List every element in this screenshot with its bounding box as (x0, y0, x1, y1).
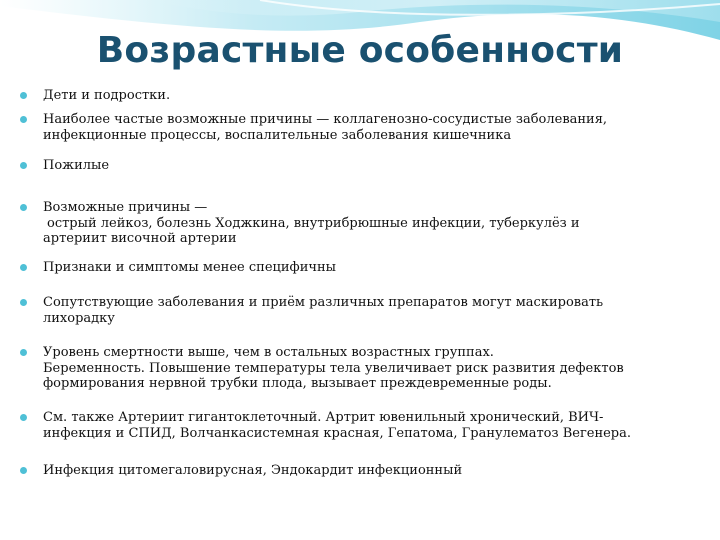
bullet-dot-icon (20, 349, 27, 356)
bullet-dot-icon (20, 116, 27, 123)
bullet-text-line: Наиболее частые возможные причины — коллагенозно-сосудистые заболевания, (43, 112, 608, 127)
bullet-text-line: лихорадку (43, 310, 115, 326)
bullet-text-line: Возможные причины — (43, 200, 208, 215)
bullet-text-line: формирования нервной трубки плода, вызывает преждевременные роды. (43, 376, 552, 391)
bullet-dot-icon (20, 264, 27, 271)
bullet-text-line: Инфекция цитомегаловирусная, Эндокардит инфекционный (43, 463, 463, 478)
bullet-item (20, 88, 680, 104)
bullet-dot-icon (20, 299, 27, 306)
bullet-text-line: артериит височной артерии (43, 231, 237, 246)
bullet-dot-icon (20, 467, 27, 474)
bullet-text-line: Признаки и симптомы менее специфичны (43, 260, 336, 275)
bullet-item (20, 260, 680, 276)
bullet-dot-icon (20, 92, 27, 99)
bullet-item (20, 112, 680, 143)
bullet-text-line: Дети и подростки. (43, 88, 171, 103)
bullet-text-line: инфекция и СПИД, Волчанкасистемная красная, Гепатома, Гранулематоз Вегенера. (43, 425, 632, 441)
bullet-item (20, 158, 680, 174)
bullet-dot-icon (20, 162, 27, 169)
bullet-item (20, 295, 680, 326)
slide-title: Возрастные особенности (96, 30, 624, 71)
bullet-list (20, 0, 690, 540)
bullet-item (20, 345, 680, 392)
bullet-dot-icon (20, 414, 27, 421)
bullet-text-line: острый лейкоз, болезнь Ходжкина, внутрибрюшные инфекции, туберкулёз и (47, 215, 580, 231)
bullet-text-line: Сопутствующие заболевания и приём различных препаратов могут маскировать (43, 295, 604, 310)
bullet-text-line: Беременность. Повышение температуры тела увеличивает риск развития дефектов (43, 360, 624, 376)
bullet-text-line: Уровень смертности выше, чем в остальных возрастных группах. (43, 345, 494, 360)
bullet-item (20, 200, 680, 247)
bullet-item (20, 463, 680, 479)
bullet-text-line: Пожилые (43, 158, 110, 173)
bullet-item (20, 410, 680, 441)
bullet-text-line: См. также Артериит гигантоклеточный. Артрит ювенильный хронический, ВИЧ- (43, 410, 604, 425)
bullet-dot-icon (20, 204, 27, 211)
bullet-text-line: инфекционные процессы, воспалительные заболевания кишечника (43, 127, 512, 143)
